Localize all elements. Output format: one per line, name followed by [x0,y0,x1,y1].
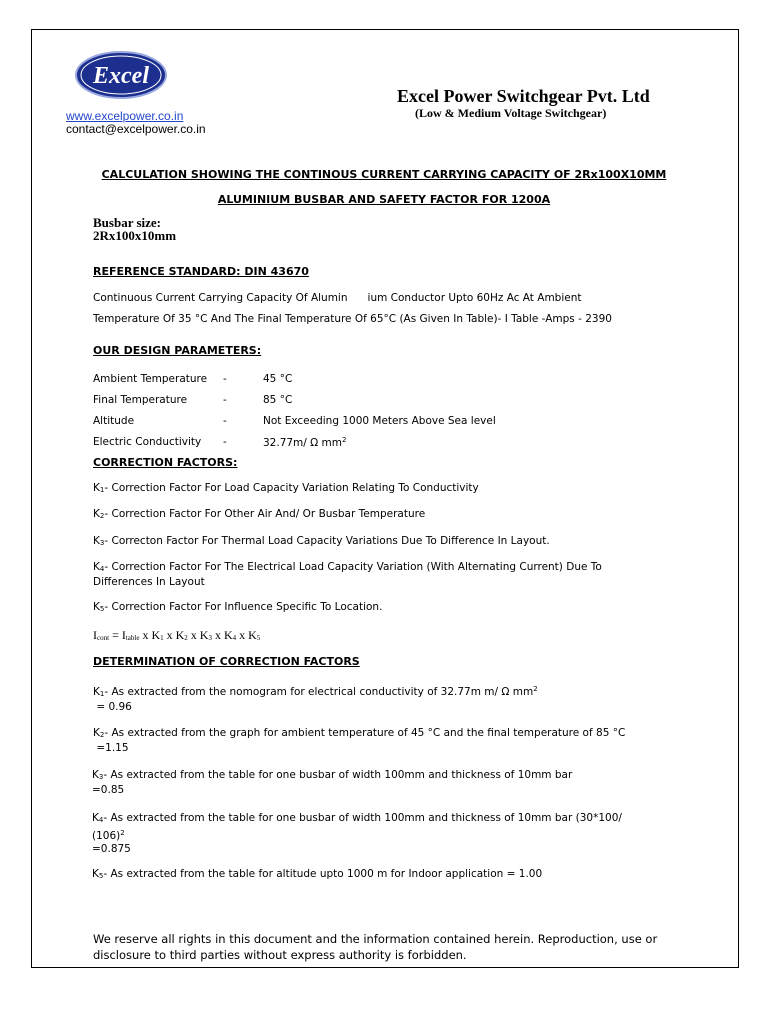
param-value: 45 °C [263,373,293,385]
current-formula: Icont = Itable x K1 x K2 x K3 x K4 x K5 [93,628,261,642]
k-subscript: 2 [99,512,105,520]
design-row-altitude [0,415,768,429]
rights-notice: We reserve all rights in this document and the information contained herein. Reproduction, use or disclosure to third parties without express authority is forbidden. [93,932,658,962]
busbar-value: 2Rx100x10mm [93,228,177,243]
k2-result: =1.15 [93,742,129,754]
reference-line2: Temperature Of 35 °C And The Final Temperature Of 65°C (As Given In Table)- I Table -Amps - 2390 [93,313,612,325]
correction-item-k5 [93,601,653,616]
website-link[interactable]: www.excelpower.co.in [66,109,184,123]
param-dash: - [223,436,227,448]
design-row-ambient [0,373,768,387]
determination-item-k2: K2- As extracted from the graph for ambient temperature of 45 °C and the final temperature of 85 °C =1.15 [93,727,626,754]
k-text: - Correction Factor For Influence Specific To Location. [104,601,383,613]
company-name: Excel Power Switchgear Pvt. Ltd [397,86,650,106]
k-subscript: 4 [99,565,105,573]
design-row-conductivity [0,436,768,450]
param-value [263,436,346,449]
k-subscript: 1 [99,486,105,494]
company-tagline: (Low & Medium Voltage Switchgear) [415,106,607,120]
determination-item-k1: K1- As extracted from the nomogram for electrical conductivity of 32.77m m/ Ω $mm^2$ = 0.96 [93,685,538,713]
param-label: Ambient Temperature [93,373,208,385]
determination-item-k5: K5- As extracted from the table for altitude upto 1000 m for Indoor application = 1.00 [92,868,543,880]
determination-item-k3: K3- As extracted from the table for one busbar of width 100mm and thickness of 10mm bar =0.85 [92,769,573,796]
k4-result: =0.875 [92,843,131,855]
k-symbol: K [93,601,100,613]
param-dash: - [223,415,227,427]
k-symbol: K [93,535,100,547]
excel-logo [75,50,167,100]
k-subscript: 3 [99,539,105,547]
param-value: 85 °C [263,394,293,406]
param-dash: - [223,373,227,385]
k1-result: = 0.96 [93,701,132,713]
param-value: Not Exceeding 1000 Meters Above Sea level [263,415,496,427]
busbar-label: Busbar size: [93,215,162,230]
k-text: - Correcton Factor For Thermal Load Capacity Variations Due To Difference In Layout. [104,535,550,547]
determination-heading: DETERMINATION OF CORRECTION FACTORS [93,655,360,668]
doc-title-line2: ALUMINIUM BUSBAR AND SAFETY FACTOR FOR 1200A [217,193,551,206]
k-text: - Correction Factor For Other Air And/ Or Busbar Temperature [104,508,426,520]
param-value-sup: 2 [341,436,347,444]
k-text: - Correction Factor For The Electrical Load Capacity Variation (With Alternating Current) Due To Differences In Layout [93,561,602,588]
k-text: - Correction Factor For Load Capacity Variation Relating To Conductivity [104,482,479,494]
k-symbol: K [93,561,100,573]
param-dash: - [223,394,227,406]
k3-result: =0.85 [92,784,125,796]
design-row-final [0,394,768,408]
param-label: Electric Conductivity [93,436,202,448]
design-heading: OUR DESIGN PARAMETERS: [93,344,262,357]
k-symbol: K [93,482,100,494]
reference-line1: Continuous Current Carrying Capacity Of Alumin ium Conductor Upto 60Hz Ac At Ambient [93,292,582,304]
reference-heading: REFERENCE STANDARD: DIN 43670 [93,265,309,278]
correction-item-k4 [93,561,653,589]
logo-text: Excel [93,63,149,89]
correction-heading: CORRECTION FACTORS: [93,456,238,469]
param-value-text: 32.77m/ Ω mm [263,437,342,449]
contact-email: contact@excelpower.co.in [66,122,206,136]
determination-item-k4: K4- As extracted from the table for one busbar of width 100mm and thickness of 10mm bar (30*100/ $(106)^2$ =0.875 [92,812,622,855]
correction-item-k3 [93,535,653,550]
k-subscript: 5 [99,605,105,613]
doc-title-line1: CALCULATION SHOWING THE CONTINOUS CURRENT CARRYING CAPACITY OF 2Rx100X10MM [101,168,667,181]
param-label: Altitude [93,415,135,427]
param-label: Final Temperature [93,394,188,406]
k-symbol: K [93,508,100,520]
correction-item-k1 [93,482,653,497]
correction-item-k2 [93,508,653,523]
